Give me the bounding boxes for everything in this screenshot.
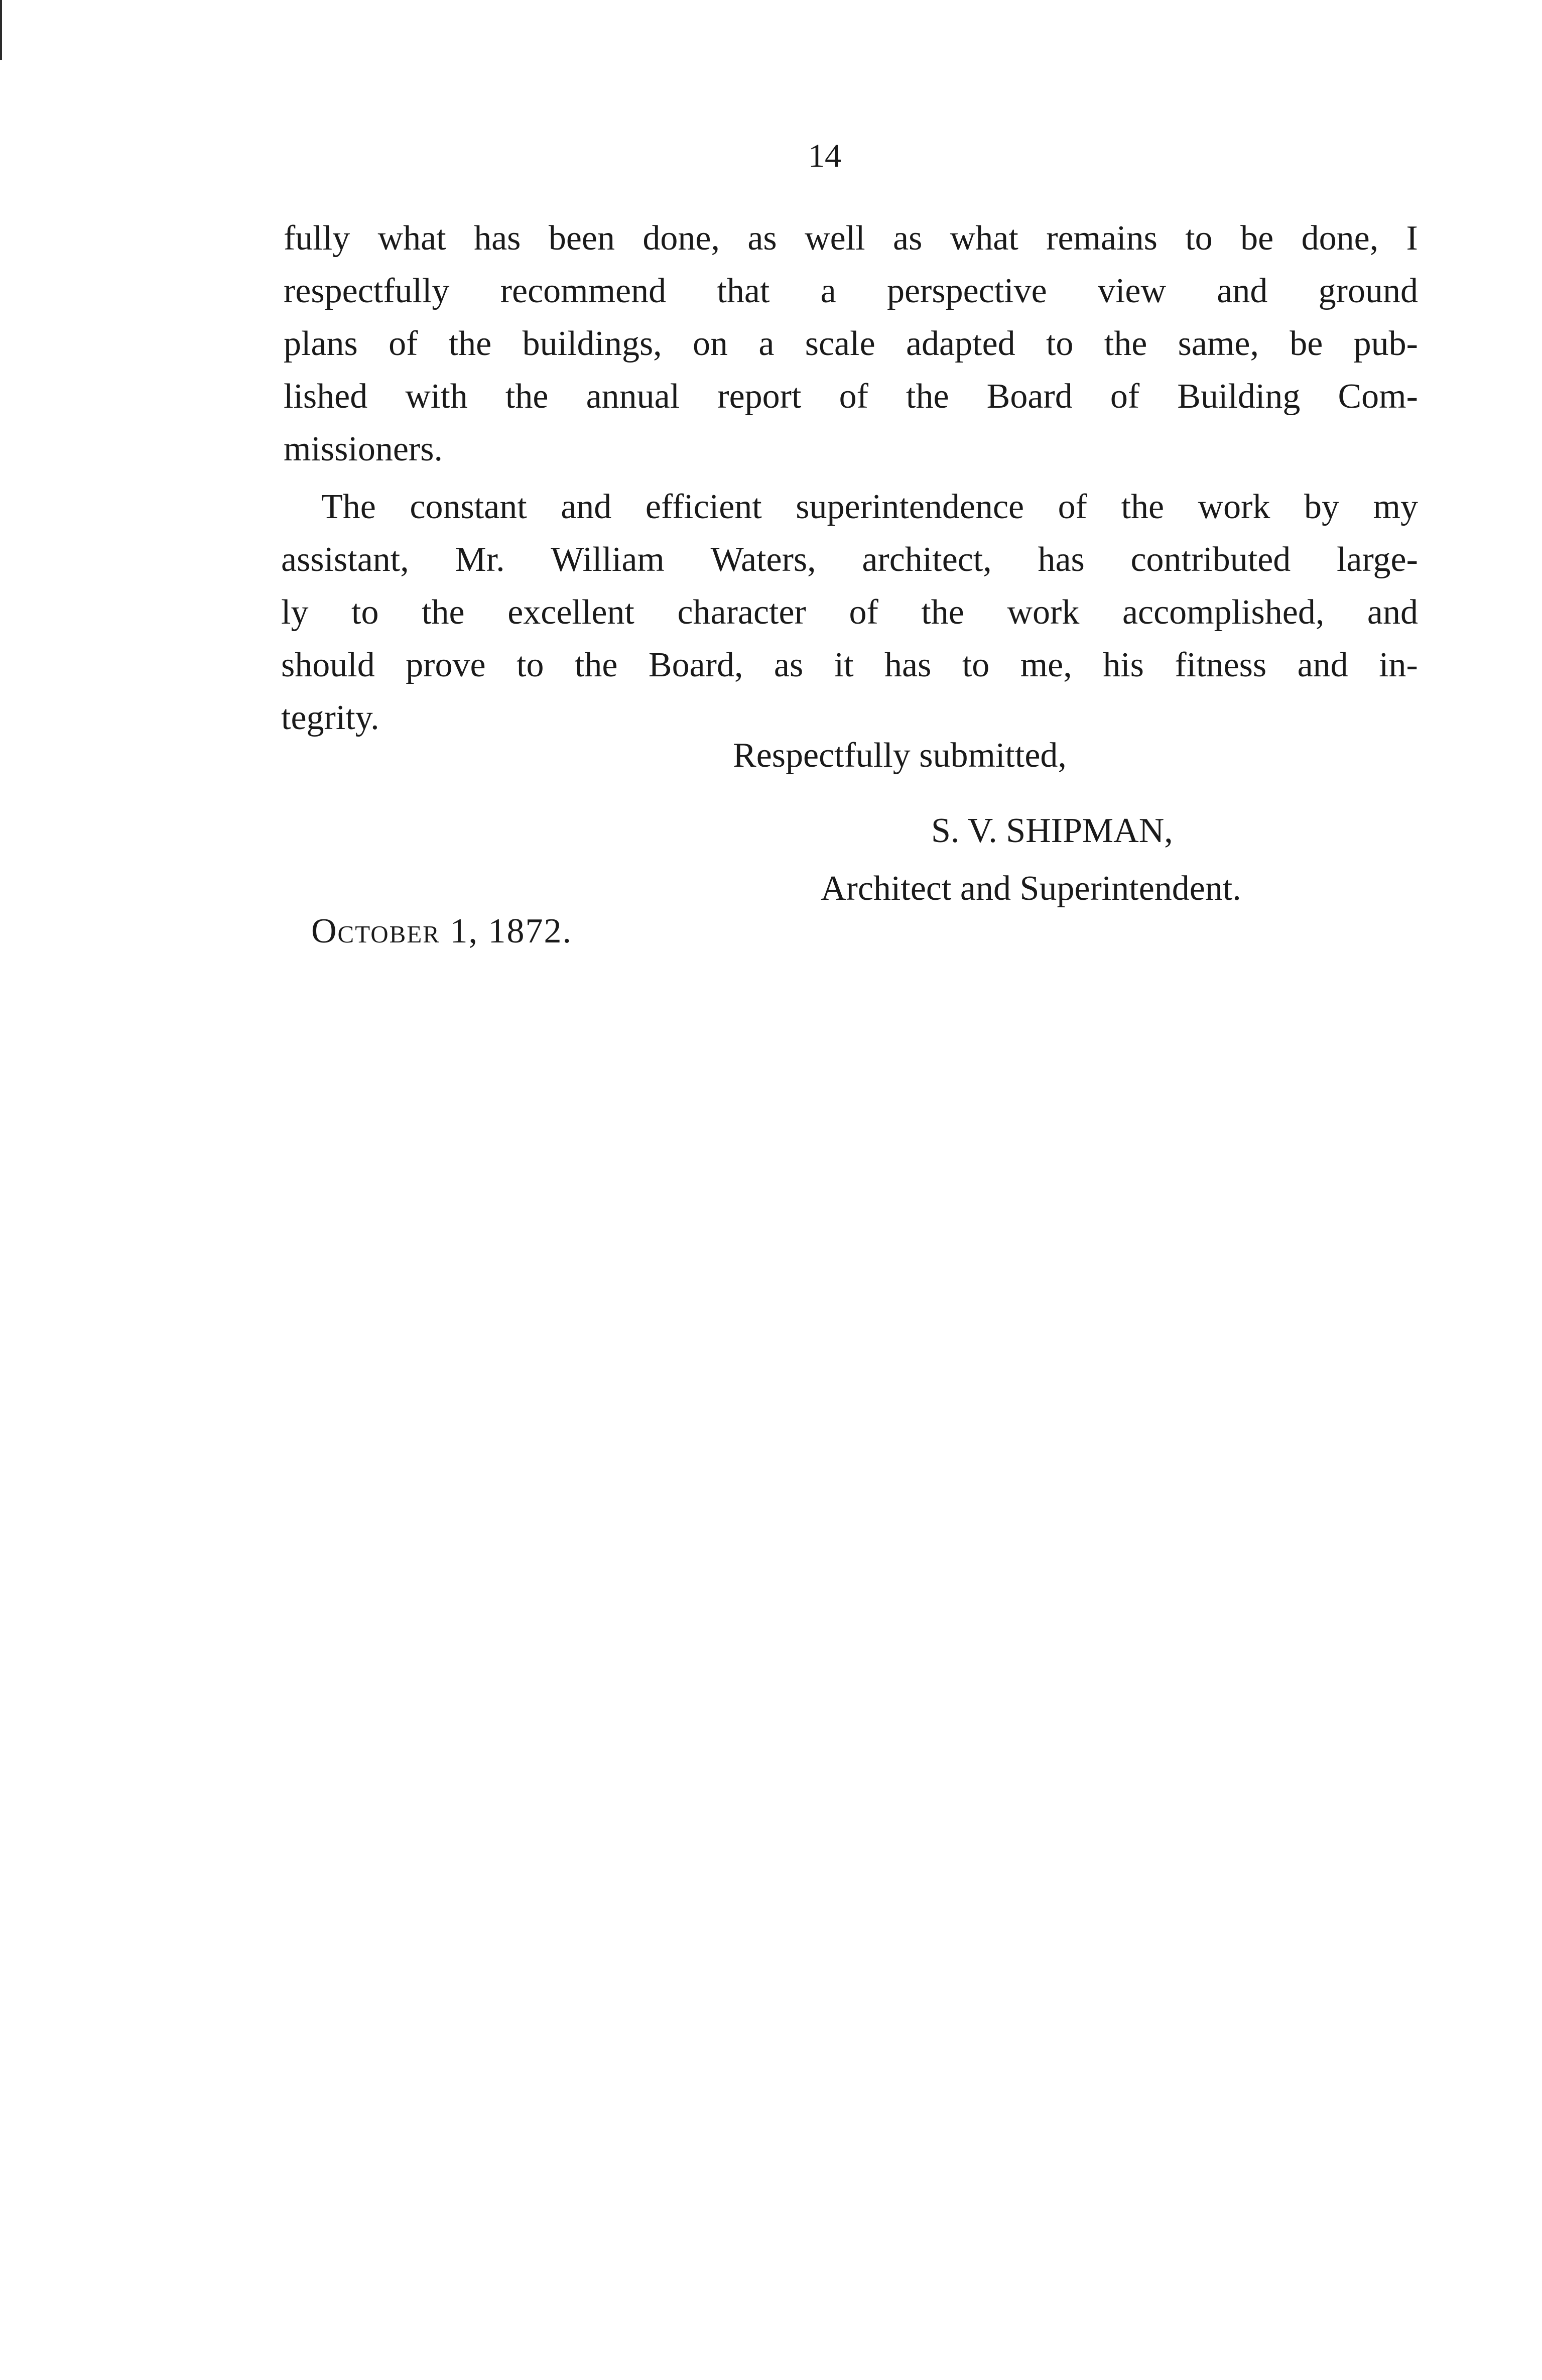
word: the bbox=[505, 377, 549, 416]
text-line bbox=[284, 326, 1418, 362]
word: the bbox=[422, 593, 465, 632]
word: perspective bbox=[886, 272, 1047, 310]
word: missioners. bbox=[284, 430, 443, 468]
text-line bbox=[284, 432, 443, 467]
word: done, bbox=[642, 219, 720, 258]
word: I bbox=[1406, 219, 1418, 258]
word: Board, bbox=[648, 646, 743, 684]
word: The bbox=[321, 488, 376, 526]
word: has bbox=[884, 646, 932, 684]
word: to bbox=[351, 593, 379, 632]
word: efficient bbox=[645, 488, 762, 526]
word: ground bbox=[1318, 272, 1418, 310]
word: by bbox=[1304, 488, 1339, 526]
word: to bbox=[1046, 324, 1074, 363]
word: to bbox=[1185, 219, 1213, 258]
word: Com- bbox=[1338, 377, 1418, 416]
word: a bbox=[820, 272, 836, 310]
word: Board bbox=[986, 377, 1073, 416]
text-line bbox=[281, 700, 379, 736]
word: with bbox=[405, 377, 468, 416]
word: Building bbox=[1177, 377, 1301, 416]
word: the bbox=[1121, 488, 1165, 526]
word: to bbox=[517, 646, 544, 684]
word: adapted bbox=[906, 324, 1015, 363]
word: lished bbox=[284, 377, 368, 416]
word: what bbox=[950, 219, 1018, 258]
word: his bbox=[1103, 646, 1144, 684]
word: what bbox=[377, 219, 446, 258]
word: fitness bbox=[1175, 646, 1267, 684]
word: as bbox=[893, 219, 923, 258]
text-line bbox=[284, 274, 1418, 309]
word: be bbox=[1240, 219, 1274, 258]
word: and bbox=[561, 488, 612, 526]
word: the bbox=[1104, 324, 1147, 363]
word: buildings, bbox=[522, 324, 662, 363]
word: respectfully bbox=[284, 272, 450, 310]
word: been bbox=[548, 219, 615, 258]
word: William bbox=[551, 540, 665, 579]
word: accomplished, bbox=[1122, 593, 1325, 632]
word: scale bbox=[805, 324, 875, 363]
word: superintendence bbox=[796, 488, 1024, 526]
word: in- bbox=[1379, 646, 1418, 684]
page-number: 14 bbox=[808, 138, 841, 174]
word: a bbox=[758, 324, 775, 363]
word: should bbox=[281, 646, 375, 684]
word: tegrity. bbox=[281, 698, 379, 737]
word: the bbox=[448, 324, 492, 363]
word: my bbox=[1373, 488, 1418, 526]
word: and bbox=[1367, 593, 1418, 632]
signature-title: Architect and Superintendent. bbox=[821, 869, 1241, 908]
word: Waters, bbox=[710, 540, 816, 579]
word: work bbox=[1007, 593, 1080, 632]
word: has bbox=[474, 219, 521, 258]
word: the bbox=[921, 593, 964, 632]
word: as bbox=[747, 219, 777, 258]
text-line bbox=[284, 379, 1418, 414]
word: that bbox=[717, 272, 770, 310]
word: recommend bbox=[500, 272, 667, 310]
word: character bbox=[677, 593, 806, 632]
word: well bbox=[805, 219, 865, 258]
word: of bbox=[1058, 488, 1087, 526]
text-line bbox=[284, 221, 1418, 256]
text-line bbox=[281, 542, 1418, 577]
word: contributed bbox=[1130, 540, 1291, 579]
word: same, bbox=[1178, 324, 1259, 363]
word: view bbox=[1097, 272, 1167, 310]
word: as bbox=[774, 646, 804, 684]
word: report bbox=[717, 377, 802, 416]
word: constant bbox=[410, 488, 527, 526]
word: of bbox=[849, 593, 878, 632]
word: of bbox=[839, 377, 868, 416]
scan-edge-mark bbox=[0, 0, 2, 60]
document-date: October 1, 1872. bbox=[311, 912, 572, 950]
signature-name: S. V. SHIPMAN, bbox=[931, 811, 1173, 850]
closing-salutation: Respectfully submitted, bbox=[733, 736, 1067, 775]
word: fully bbox=[284, 219, 350, 258]
word: plans bbox=[284, 324, 358, 363]
word: to bbox=[962, 646, 990, 684]
word: assistant, bbox=[281, 540, 409, 579]
word: it bbox=[834, 646, 854, 684]
text-line bbox=[281, 595, 1418, 630]
word: architect, bbox=[862, 540, 992, 579]
word: be bbox=[1290, 324, 1323, 363]
word: has bbox=[1038, 540, 1085, 579]
word: of bbox=[1110, 377, 1140, 416]
text-line bbox=[281, 648, 1418, 683]
word: and bbox=[1297, 646, 1348, 684]
word: the bbox=[574, 646, 618, 684]
word: annual bbox=[586, 377, 680, 416]
text-line bbox=[321, 490, 1418, 525]
word: me, bbox=[1020, 646, 1072, 684]
word: work bbox=[1198, 488, 1270, 526]
word: prove bbox=[406, 646, 486, 684]
word: pub- bbox=[1353, 324, 1418, 363]
word: on bbox=[693, 324, 728, 363]
word: the bbox=[906, 377, 949, 416]
word: ly bbox=[281, 593, 309, 632]
word: Mr. bbox=[455, 540, 505, 579]
word: excellent bbox=[507, 593, 634, 632]
word: done, bbox=[1301, 219, 1379, 258]
word: and bbox=[1217, 272, 1268, 310]
word: of bbox=[389, 324, 418, 363]
word: large- bbox=[1336, 540, 1418, 579]
word: remains bbox=[1046, 219, 1158, 258]
